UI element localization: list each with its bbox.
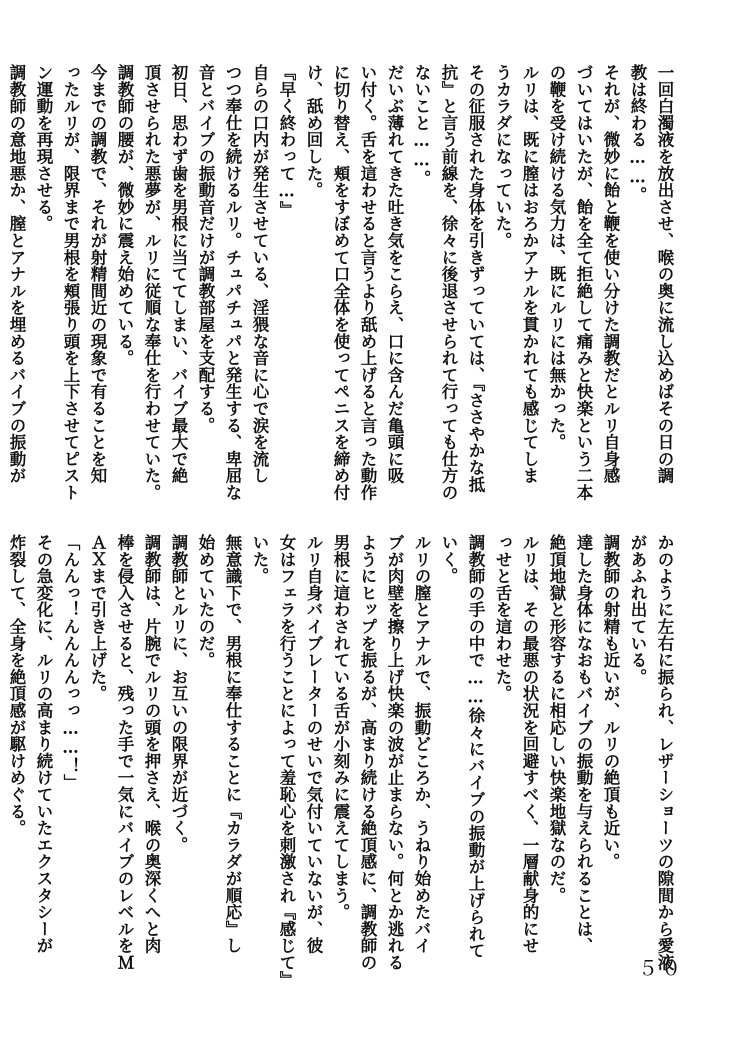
upper-text-column: ないこと……。 bbox=[412, 64, 431, 187]
upper-text-column: 一回白濁液を放出させ、喉の奥に流し込めばその日の調 bbox=[655, 64, 674, 484]
upper-text-column: だいぶ薄れてきた吐き気をこらえ、口に含んだ亀頭に吸 bbox=[385, 64, 404, 484]
upper-text-column: い付く。舌を這わせると言うより舐め上げると言った動作 bbox=[358, 64, 377, 501]
upper-text-column: に切り替え、頬をすぼめて口全体を使ってペニスを締め付 bbox=[331, 64, 350, 501]
lower-text-column: その急変化に、ルリの高まり続けていたエクスタシーが bbox=[34, 534, 53, 954]
lower-text-column: っせと舌を這わせた。 bbox=[493, 534, 512, 702]
lower-text-column bbox=[0, 534, 3, 974]
upper-text-column: の鞭を受け続ける気力は、既にルリには無かった。 bbox=[547, 64, 566, 451]
lower-text-column: 無意識下で、男根に奉仕することに『カラダが順応』し bbox=[223, 534, 242, 954]
lower-text-column: があふれ出ている。 bbox=[628, 534, 647, 686]
lower-text-column: ルリ自身バイブレーターのせいで気付いていないが、彼 bbox=[304, 534, 323, 954]
upper-text-column: その征服された身体を引きずっていては、『ささやかな抵 bbox=[466, 64, 485, 493]
lower-text-column: 調教師とルリに、お互いの限界が近づく。 bbox=[169, 534, 188, 854]
upper-text-column: それが、微妙に飴と鞭を使い分けた調教だとルリ自身感 bbox=[601, 64, 620, 484]
lower-text-column: 男根に這わされている舌が小刻みに震えてしまう。 bbox=[331, 534, 350, 921]
upper-text-column: 自らの口内が発生させている、淫猥な音に心で涙を流し bbox=[250, 64, 269, 484]
lower-text-column: いた。 bbox=[250, 534, 269, 585]
upper-text-column: 頂させられた悪夢が、ルリに従順な奉仕を行わせていた。 bbox=[142, 64, 161, 501]
lower-text-column: 調教師の手の中で……徐々にバイブの振動が上げられて bbox=[466, 534, 485, 959]
upper-text-column: 教は終わる……。 bbox=[628, 64, 647, 204]
upper-text-column: つつ奉仕を続けるルリ。チュパチュパと発生する、卑屈な bbox=[223, 64, 242, 501]
upper-text-block bbox=[7, 64, 678, 502]
upper-text-column: 今までの調教で、それが射精間近の現象で有ることを知 bbox=[88, 64, 107, 484]
upper-text-column: うカラダになっていた。 bbox=[493, 64, 512, 249]
lower-text-column: かのように左右に振られ、レザーショーツの隙間から愛液 bbox=[655, 534, 674, 971]
lower-text-column: 調教師は、片腕でルリの頭を押さえ、喉の奥深くへと肉 bbox=[142, 534, 161, 954]
lower-text-column: 調教師の射精も近いが、ルリの絶頂も近い。 bbox=[601, 534, 620, 870]
upper-text-column: 初日、思わず歯を男根に当ててしまい、バイブ最大で絶 bbox=[169, 64, 188, 484]
upper-text-column: 『早く終わって…』 bbox=[277, 64, 296, 218]
upper-text-column: け、舐め回した。 bbox=[304, 64, 323, 199]
lower-text-column: 炸裂して、全身を絶頂感が駆けめぐる。 bbox=[7, 534, 26, 837]
upper-text-column: 音とバイブの振動音だけが調教部屋を支配する。 bbox=[196, 64, 215, 434]
lower-text-column: いく。 bbox=[439, 534, 458, 585]
upper-text-column bbox=[0, 64, 3, 502]
lower-text-column: ルリは、その最悪の状況を回避すべく、一層献身的にせ bbox=[520, 534, 539, 954]
lower-text-column: 絶頂地獄と形容するに相応しい快楽地獄なのだ。 bbox=[547, 534, 566, 904]
lower-text-column: ようにヒップを振るが、高まり続ける絶頂感に、調教師の bbox=[358, 534, 377, 971]
upper-text-column: 調教師の腰が、微妙に震え始めている。 bbox=[115, 64, 134, 367]
lower-text-column: ＡＸまで引き上げた。 bbox=[88, 534, 107, 702]
lower-text-column: ルリの膣とアナルで、振動どころか、うねり始めたバイ bbox=[412, 534, 431, 954]
lower-text-block bbox=[7, 534, 678, 988]
lower-text-column: ブが肉壁を擦り上げ快楽の波が止まらない。何とか逃れる bbox=[385, 534, 404, 971]
page-number: ５０ bbox=[638, 956, 684, 980]
lower-text-column: 達した身体になおもバイブの振動を与えられることは、 bbox=[574, 534, 593, 954]
upper-text-column: ン運動を再現させる。 bbox=[34, 64, 53, 232]
lower-text-column: 始めていたのだ。 bbox=[196, 534, 215, 669]
upper-text-column: 抗』と言う前線を、徐々に後退させられて行っても仕方の bbox=[439, 64, 458, 501]
lower-text-column: 「んんっ！んんんんっっ……！」 bbox=[61, 534, 80, 791]
lower-text-column: 棒を侵入させると、残った手で一気にバイブのレベルをＭ bbox=[115, 534, 134, 971]
upper-text-column: ったルリが、限界まで男根を頬張り頭を上下させてピスト bbox=[61, 64, 80, 501]
upper-text-column: 調教師の意地悪か、膣とアナルを埋めるバイブの振動が bbox=[7, 64, 26, 484]
lower-text-column: 女はフェラを行うことによって羞恥心を刺激され『感じて』 bbox=[277, 534, 296, 988]
upper-text-column: づいてはいたが、飴を全て拒絶して痛みと快楽という二本 bbox=[574, 64, 593, 501]
upper-text-column: ルリは、既に膣はおろかアナルを貫かれても感じてしま bbox=[520, 64, 539, 484]
